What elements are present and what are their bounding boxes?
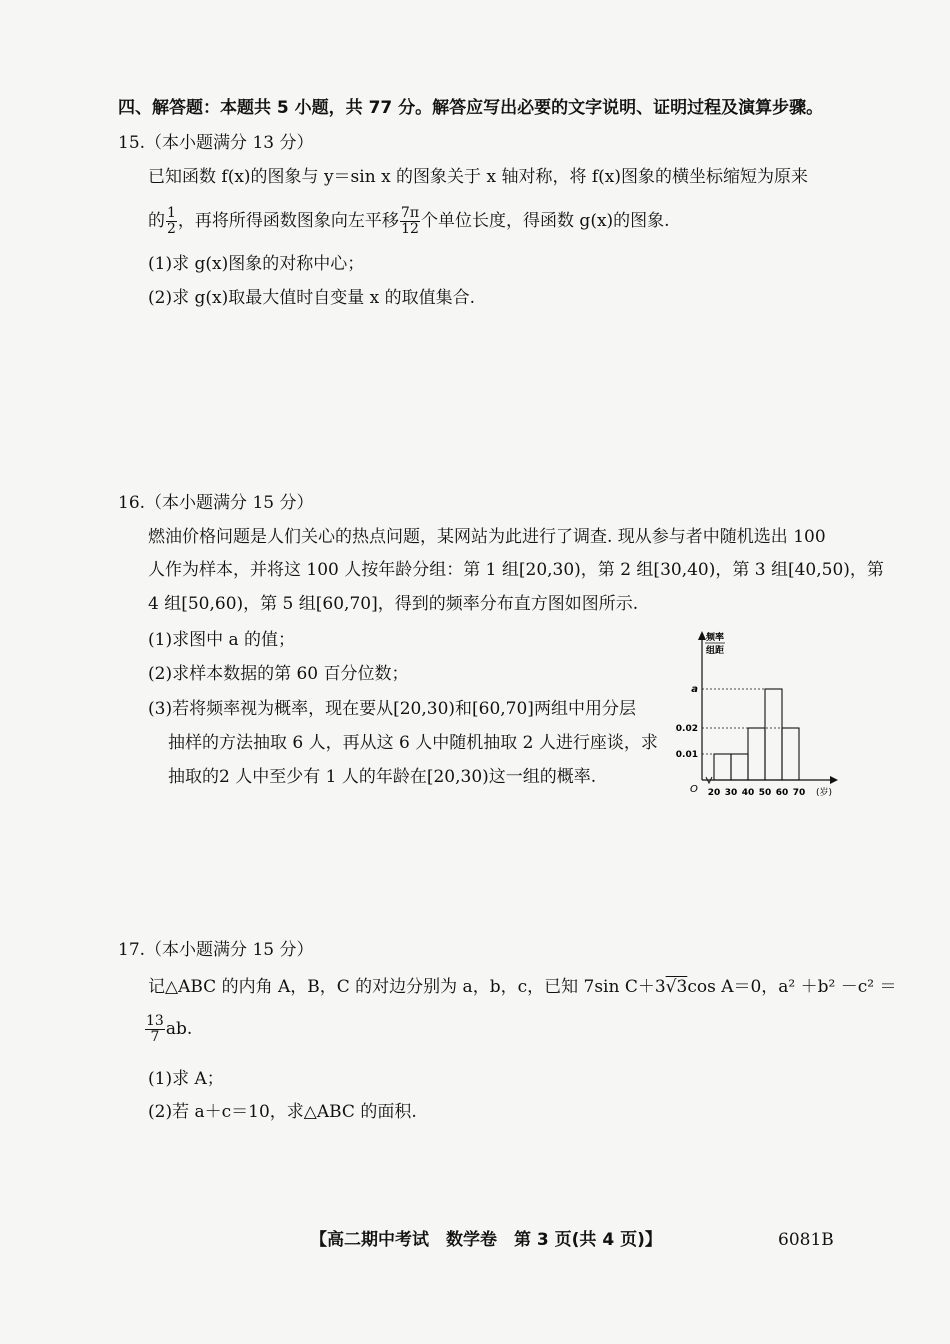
q17-header: 17.（本小题满分 15 分） bbox=[118, 940, 314, 960]
q17-part-2: (2)若 a＋c＝10，求△ABC 的面积. bbox=[148, 1102, 417, 1122]
fraction-numerator: 13 bbox=[146, 1013, 164, 1029]
fraction-denominator: 2 bbox=[167, 221, 176, 237]
q16-header: 16.（本小题满分 15 分） bbox=[118, 493, 314, 513]
origin-label: O bbox=[690, 784, 698, 795]
q17-line-2-post: ab. bbox=[165, 1019, 193, 1039]
y-tick-label: 0.01 bbox=[675, 750, 698, 760]
x-unit-label: (岁) bbox=[816, 788, 833, 798]
histogram-bar bbox=[731, 754, 748, 780]
y-label-top: 频率 bbox=[706, 633, 725, 643]
x-axis-arrow bbox=[830, 776, 838, 784]
histogram-bar bbox=[765, 689, 782, 780]
q17-line-1-post: cos A＝0，a² ＋b² －c² ＝ bbox=[687, 977, 897, 997]
x-tick-label: 40 bbox=[741, 788, 755, 798]
fraction-numerator: 7π bbox=[400, 205, 420, 221]
q15-part-1: (1)求 g(x)图象的对称中心； bbox=[148, 254, 365, 274]
y-tick-label: a bbox=[691, 684, 698, 695]
x-tick-label: 60 bbox=[775, 788, 789, 798]
q16-part-1: (1)求图中 a 的值； bbox=[148, 630, 296, 650]
q16-line-1: 燃油价格问题是人们关心的热点问题，某网站为此进行了调查. 现从参与者中随机选出 100 bbox=[148, 527, 826, 547]
histogram-bar bbox=[714, 754, 731, 780]
section-title: 四、解答题：本题共 5 小题，共 77 分。解答应写出必要的文字说明、证明过程及演算步骤。 bbox=[118, 98, 824, 118]
fraction-one-half bbox=[166, 206, 177, 237]
q17-line-2 bbox=[144, 1014, 192, 1045]
q15-line-2-post: 个单位长度，得函数 g(x)的图象. bbox=[421, 211, 670, 231]
y-tick-label: 0.02 bbox=[675, 724, 698, 734]
q16-part-3-line-1: (3)若将频率视为概率，现在要从[20,30)和[60,70]两组中用分层 bbox=[148, 699, 636, 719]
q17-part-1: (1)求 A； bbox=[148, 1069, 224, 1089]
q16-line-2: 人作为样本，并将这 100 人按年龄分组：第 1 组[20,30)，第 2 组[30,40)，第 3 组[40,50)，第 bbox=[148, 560, 884, 580]
q15-line-2-pre: 的 bbox=[148, 211, 165, 231]
histogram-bar bbox=[782, 728, 799, 780]
q17-line-1-pre: 记△ABC 的内角 A，B，C 的对边分别为 a，b，c，已知 7sin C＋3 bbox=[148, 977, 666, 997]
fraction-seven-pi-over-twelve bbox=[400, 206, 420, 237]
x-tick-label: 50 bbox=[758, 788, 772, 798]
fraction-denominator: 12 bbox=[401, 221, 419, 237]
footer-code: 6081B bbox=[778, 1230, 834, 1250]
q15-line-1: 已知函数 f(x)的图象与 y＝sin x 的图象关于 x 轴对称，将 f(x)图象的横坐标缩短为原来 bbox=[148, 167, 809, 187]
y-axis-arrow bbox=[698, 631, 706, 640]
fraction-thirteen-sevenths bbox=[145, 1014, 165, 1045]
q16-part-3-line-2: 抽样的方法抽取 6 人，再从这 6 人中随机抽取 2 人进行座谈，求 bbox=[168, 733, 658, 753]
q16-line-3: 4 组[50,60)，第 5 组[60,70]，得到的频率分布直方图如图所示. bbox=[148, 594, 639, 614]
fraction-numerator: 1 bbox=[167, 205, 176, 221]
sqrt-three: √3 bbox=[665, 977, 688, 997]
q17-line-1 bbox=[148, 975, 896, 999]
q16-part-2: (2)求样本数据的第 60 百分位数； bbox=[148, 664, 409, 684]
q15-part-2: (2)求 g(x)取最大值时自变量 x 的取值集合. bbox=[148, 288, 476, 308]
footer-title: 【高二期中考试 数学卷 第 3 页(共 4 页)】 bbox=[310, 1230, 662, 1250]
q15-header: 15.（本小题满分 13 分） bbox=[118, 133, 314, 153]
fraction-denominator: 7 bbox=[150, 1029, 160, 1045]
y-label-bottom: 组距 bbox=[706, 646, 725, 656]
x-tick-label: 70 bbox=[792, 788, 806, 798]
frequency-histogram bbox=[675, 626, 840, 806]
x-tick-label: 20 bbox=[707, 788, 721, 798]
x-tick-label: 30 bbox=[724, 788, 738, 798]
q16-part-3-line-3: 抽取的2 人中至少有 1 人的年龄在[20,30)这一组的概率. bbox=[168, 767, 597, 787]
histogram-bar bbox=[748, 728, 765, 780]
q15-line-2-mid: ，再将所得函数图象向左平移 bbox=[177, 211, 399, 231]
q15-line-2 bbox=[148, 206, 670, 237]
